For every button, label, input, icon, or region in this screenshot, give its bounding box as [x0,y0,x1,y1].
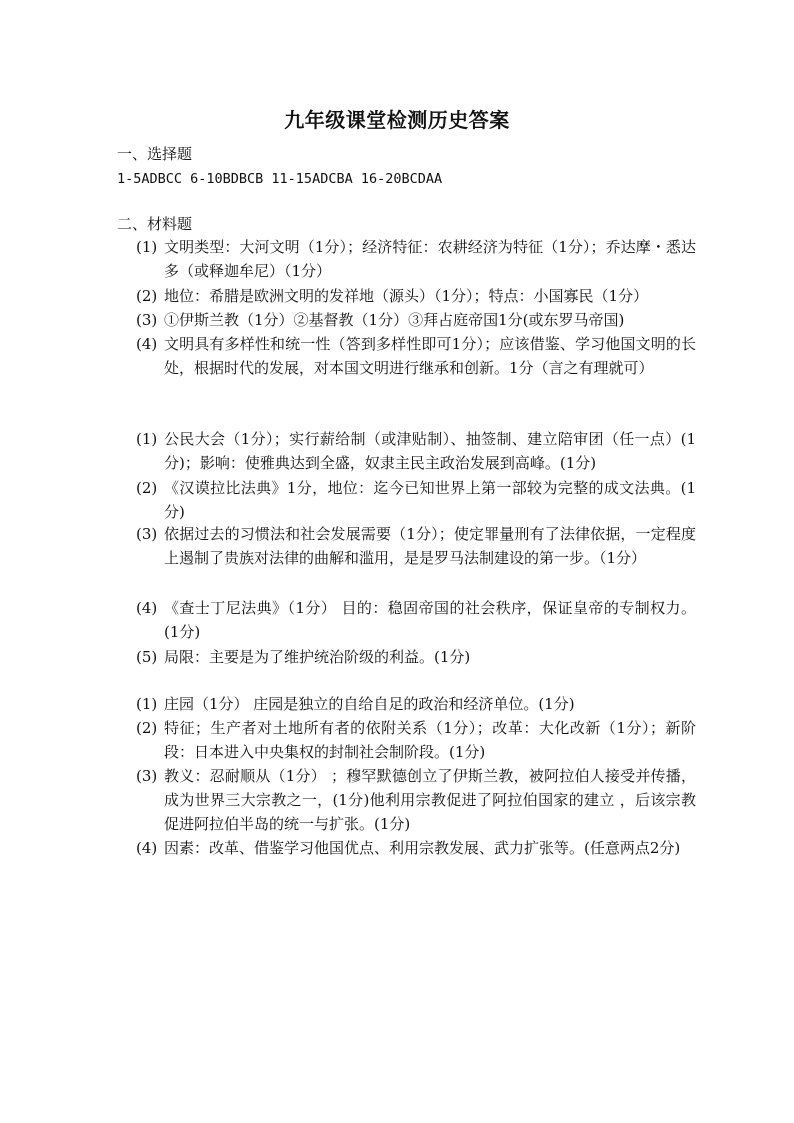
item-text: 教义：忍耐顺从（1分） ；穆罕默德创立了伊斯兰教，被阿拉伯人接受并传播，成为世界三大宗教之一，(1分)他利用宗教促进了阿拉伯国家的建立 ，后该宗教促进阿拉伯半岛的统一与扩张。(1分) [164,767,696,833]
choice-answers: 1-5ADBCC 6-10BDBCB 11-15ADCBA 16-20BCDAA [117,171,443,187]
item-number: (3) [136,311,158,329]
answer-item [136,284,696,308]
item-number: (2) [136,479,158,497]
item-number: (4) [136,599,158,617]
answer-item [136,235,696,283]
item-number: (1) [136,238,158,256]
answer-item [136,645,696,669]
answer-item [136,332,696,380]
item-number: (4) [136,335,158,353]
item-text: 《查士丁尼法典》（1分） 目的：稳固帝国的社会秩序，保证皇帝的专制权力。(1分) [164,599,696,641]
item-number: (3) [136,525,158,543]
item-text: 因素：改革、借鉴学习他国优点、利用宗教发展、武力扩张等。(任意两点2分) [164,839,681,857]
item-number: (2) [136,287,158,305]
answer-item [136,596,696,644]
item-text: ①伊斯兰教（1分）②基督教（1分）③拜占庭帝国1分(或东罗马帝国) [164,311,625,329]
item-text: 《汉谟拉比法典》1分，地位：迄今已知世界上第一部较为完整的成文法典。(1分) [164,479,696,521]
section1-heading: 一、选择题 [117,145,193,163]
item-text: 庄园（1分） 庄园是独立的自给自足的政治和经济单位。(1分) [164,695,575,713]
answer-item [136,692,696,716]
document-title: 九年级课堂检测历史答案 [284,108,510,132]
answer-item [136,836,696,860]
item-text: 局限：主要是为了维护统治阶级的利益。(1分) [164,648,471,666]
item-number: (1) [136,695,158,713]
item-number: (2) [136,719,158,737]
item-text: 文明具有多样性和统一性（答到多样性即可1分）；应该借鉴、学习他国文明的长处，根据时代的发展，对本国文明进行继承和创新。1分（言之有理就可） [164,335,696,377]
item-text: 公民大会（1分）；实行薪给制（或津贴制）、抽签制、建立陪审团（任一点）(1分)；影响：使雅典达到全盛，奴隶主民主政治发展到高峰。(1分) [164,430,696,472]
item-number: (4) [136,839,158,857]
answer-item [136,427,696,475]
item-text: 文明类型：大河文明（1分）；经济特征：农耕经济为特征（1分）；乔达摩・悉达多（或释迦牟尼）（1分） [164,238,696,280]
item-text: 依据过去的习惯法和社会发展需要（1分）；使定罪量刑有了法律依据，一定程度上遏制了贵族对法律的曲解和滥用，是是罗马法制建设的第一步。（1分） [164,525,696,567]
item-number: (5) [136,648,158,666]
item-number: (1) [136,430,158,448]
answer-item [136,308,696,332]
item-text: 特征；生产者对土地所有者的依附关系（1分）；改革：大化改新（1分）；新阶段：日本进入中央集权的封制社会制阶段。(1分) [164,719,696,761]
answer-item [136,716,696,764]
section2-heading: 二、材料题 [117,215,193,233]
answer-item [136,764,696,836]
item-number: (3) [136,767,158,785]
item-text: 地位：希腊是欧洲文明的发祥地（源头）（1分）；特点：小国寡民（1分） [164,287,649,305]
answer-item [136,476,696,524]
answer-item [136,522,696,570]
